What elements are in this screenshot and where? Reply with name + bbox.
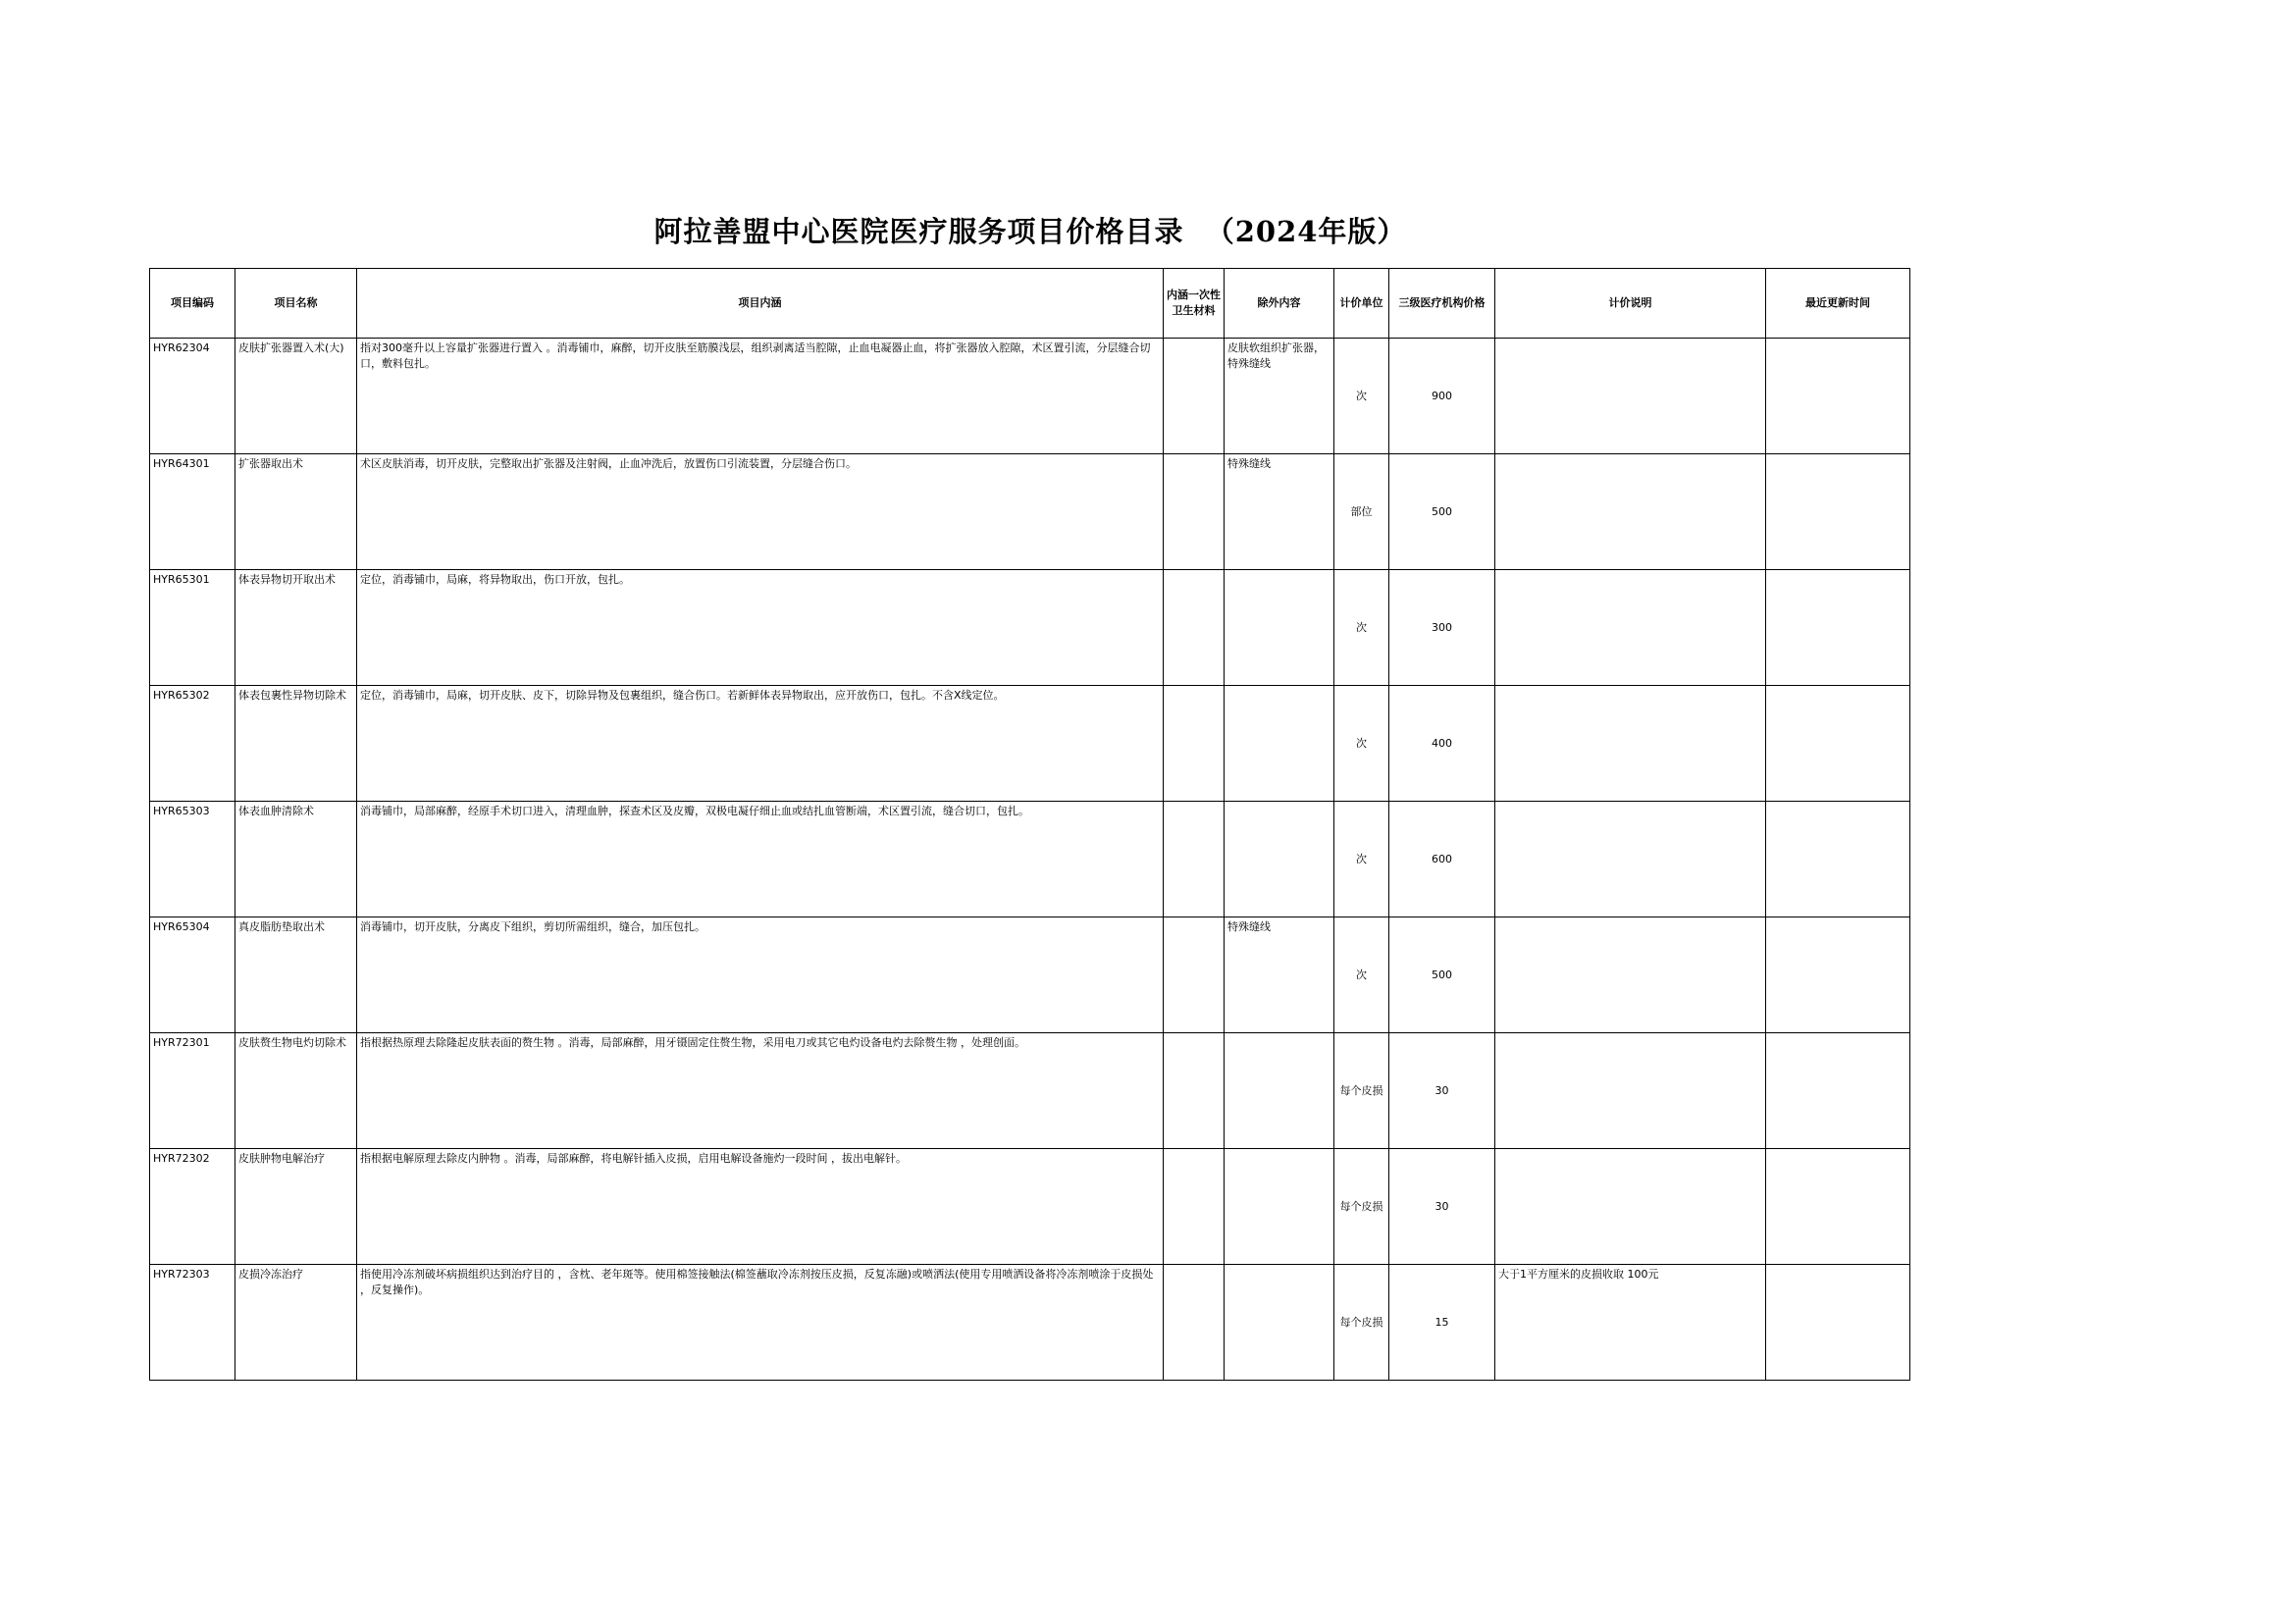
- cell-materials: [1164, 1149, 1225, 1265]
- cell-unit: 每个皮损: [1334, 1149, 1389, 1265]
- cell-updated: [1766, 339, 1910, 454]
- header-note: 计价说明: [1495, 269, 1766, 339]
- cell-updated: [1766, 917, 1910, 1033]
- header-content: 项目内涵: [357, 269, 1164, 339]
- cell-content: 消毒铺巾，切开皮肤，分离皮下组织，剪切所需组织，缝合，加压包扎。: [357, 917, 1164, 1033]
- cell-name: 真皮脂肪垫取出术: [235, 917, 357, 1033]
- cell-code: HYR72301: [150, 1033, 235, 1149]
- cell-excluded: [1225, 1033, 1334, 1149]
- cell-note: [1495, 570, 1766, 686]
- cell-code: HYR65302: [150, 686, 235, 802]
- table-header: [150, 269, 1910, 339]
- cell-name: 皮肤肿物电解治疗: [235, 1149, 357, 1265]
- cell-content: 术区皮肤消毒，切开皮肤，完整取出扩张器及注射阀，止血冲洗后，放置伤口引流装置，分层缝合伤口。: [357, 454, 1164, 570]
- cell-excluded: 特殊缝线: [1225, 454, 1334, 570]
- cell-name: 体表异物切开取出术: [235, 570, 357, 686]
- cell-unit: 次: [1334, 917, 1389, 1033]
- cell-updated: [1766, 1033, 1910, 1149]
- cell-code: HYR64301: [150, 454, 235, 570]
- cell-updated: [1766, 802, 1910, 917]
- cell-materials: [1164, 1033, 1225, 1149]
- cell-materials: [1164, 454, 1225, 570]
- cell-content: 定位，消毒铺巾，局麻，切开皮肤、皮下，切除异物及包裹组织，缝合伤口。若新鲜体表异物取出，应开放伤口，包扎。不含X线定位。: [357, 686, 1164, 802]
- table-row: [150, 339, 1910, 454]
- cell-name: 皮损冷冻治疗: [235, 1265, 357, 1381]
- header-price: 三级医疗机构价格: [1389, 269, 1495, 339]
- cell-note: 大于1平方厘米的皮损收取 100元: [1495, 1265, 1766, 1381]
- cell-price: 400: [1389, 686, 1495, 802]
- cell-price: 300: [1389, 570, 1495, 686]
- table-row: [150, 570, 1910, 686]
- cell-unit: 每个皮损: [1334, 1265, 1389, 1381]
- table-row: [150, 917, 1910, 1033]
- cell-content: 指根据电解原理去除皮内肿物 。消毒，局部麻醉，将电解针插入皮损，启用电解设备施灼一段时间 ，拔出电解针。: [357, 1149, 1164, 1265]
- cell-note: [1495, 454, 1766, 570]
- cell-price: 500: [1389, 917, 1495, 1033]
- cell-unit: 次: [1334, 686, 1389, 802]
- cell-code: HYR62304: [150, 339, 235, 454]
- cell-updated: [1766, 1265, 1910, 1381]
- cell-updated: [1766, 570, 1910, 686]
- header-excluded: 除外内容: [1225, 269, 1334, 339]
- cell-note: [1495, 686, 1766, 802]
- cell-price: 500: [1389, 454, 1495, 570]
- cell-updated: [1766, 686, 1910, 802]
- cell-unit: 部位: [1334, 454, 1389, 570]
- cell-price: 15: [1389, 1265, 1495, 1381]
- header-materials: 内涵一次性卫生材料: [1164, 269, 1225, 339]
- cell-note: [1495, 917, 1766, 1033]
- cell-content: 指根据热原理去除隆起皮肤表面的赘生物 。消毒，局部麻醉，用牙镊固定住赘生物，采用电刀或其它电灼设备电灼去除赘生物 ，处理创面。: [357, 1033, 1164, 1149]
- cell-code: HYR65304: [150, 917, 235, 1033]
- table-row: [150, 1265, 1910, 1381]
- cell-excluded: [1225, 1265, 1334, 1381]
- header-row: [150, 269, 1910, 339]
- cell-name: 皮肤扩张器置入术(大): [235, 339, 357, 454]
- cell-materials: [1164, 339, 1225, 454]
- table-row: [150, 1149, 1910, 1265]
- cell-updated: [1766, 1149, 1910, 1265]
- cell-price: 30: [1389, 1149, 1495, 1265]
- cell-unit: 次: [1334, 339, 1389, 454]
- table-row: [150, 802, 1910, 917]
- cell-name: 皮肤赘生物电灼切除术: [235, 1033, 357, 1149]
- cell-excluded: [1225, 1149, 1334, 1265]
- header-updated: 最近更新时间: [1766, 269, 1910, 339]
- cell-code: HYR65301: [150, 570, 235, 686]
- cell-content: 指使用冷冻剂破坏病损组织达到治疗目的 ，含枕、老年斑等。使用棉签接触法(棉签蘸取冷冻剂按压皮损，反复冻融)或喷洒法(使用专用喷洒设备将冷冻剂喷涂于皮损处 ，反复操作)。: [357, 1265, 1164, 1381]
- cell-updated: [1766, 454, 1910, 570]
- cell-note: [1495, 1149, 1766, 1265]
- cell-materials: [1164, 917, 1225, 1033]
- table-row: [150, 686, 1910, 802]
- cell-price: 600: [1389, 802, 1495, 917]
- table-row: [150, 1033, 1910, 1149]
- cell-code: HYR72302: [150, 1149, 235, 1265]
- cell-excluded: [1225, 686, 1334, 802]
- cell-unit: 次: [1334, 802, 1389, 917]
- cell-name: 扩张器取出术: [235, 454, 357, 570]
- cell-unit: 次: [1334, 570, 1389, 686]
- cell-content: 消毒铺巾，局部麻醉，经原手术切口进入，清理血肿，探查术区及皮瓣，双极电凝仔细止血或结扎血管断端，术区置引流，缝合切口，包扎。: [357, 802, 1164, 917]
- cell-name: 体表血肿清除术: [235, 802, 357, 917]
- cell-materials: [1164, 570, 1225, 686]
- cell-materials: [1164, 1265, 1225, 1381]
- header-unit: 计价单位: [1334, 269, 1389, 339]
- cell-price: 900: [1389, 339, 1495, 454]
- cell-name: 体表包裹性异物切除术: [235, 686, 357, 802]
- cell-content: 定位，消毒铺巾，局麻，将异物取出，伤口开放，包扎。: [357, 570, 1164, 686]
- document-title: 阿拉善盟中心医院医疗服务项目价格目录 （2024年版）: [653, 215, 1407, 248]
- cell-content: 指对300毫升以上容量扩张器进行置入 。消毒铺巾，麻醉，切开皮肤至筋膜浅层，组织剥离适当腔隙，止血电凝器止血，将扩张器放入腔隙，术区置引流，分层缝合切口，敷料包扎。: [357, 339, 1164, 454]
- header-code: 项目编码: [150, 269, 235, 339]
- cell-note: [1495, 802, 1766, 917]
- cell-note: [1495, 1033, 1766, 1149]
- cell-excluded: 特殊缝线: [1225, 917, 1334, 1033]
- cell-excluded: 皮肤软组织扩张器，特殊缝线: [1225, 339, 1334, 454]
- price-catalog-table: [149, 268, 1910, 1381]
- cell-materials: [1164, 802, 1225, 917]
- cell-code: HYR72303: [150, 1265, 235, 1381]
- cell-unit: 每个皮损: [1334, 1033, 1389, 1149]
- cell-note: [1495, 339, 1766, 454]
- header-name: 项目名称: [235, 269, 357, 339]
- cell-code: HYR65303: [150, 802, 235, 917]
- table-row: [150, 454, 1910, 570]
- cell-excluded: [1225, 570, 1334, 686]
- cell-excluded: [1225, 802, 1334, 917]
- cell-materials: [1164, 686, 1225, 802]
- cell-price: 30: [1389, 1033, 1495, 1149]
